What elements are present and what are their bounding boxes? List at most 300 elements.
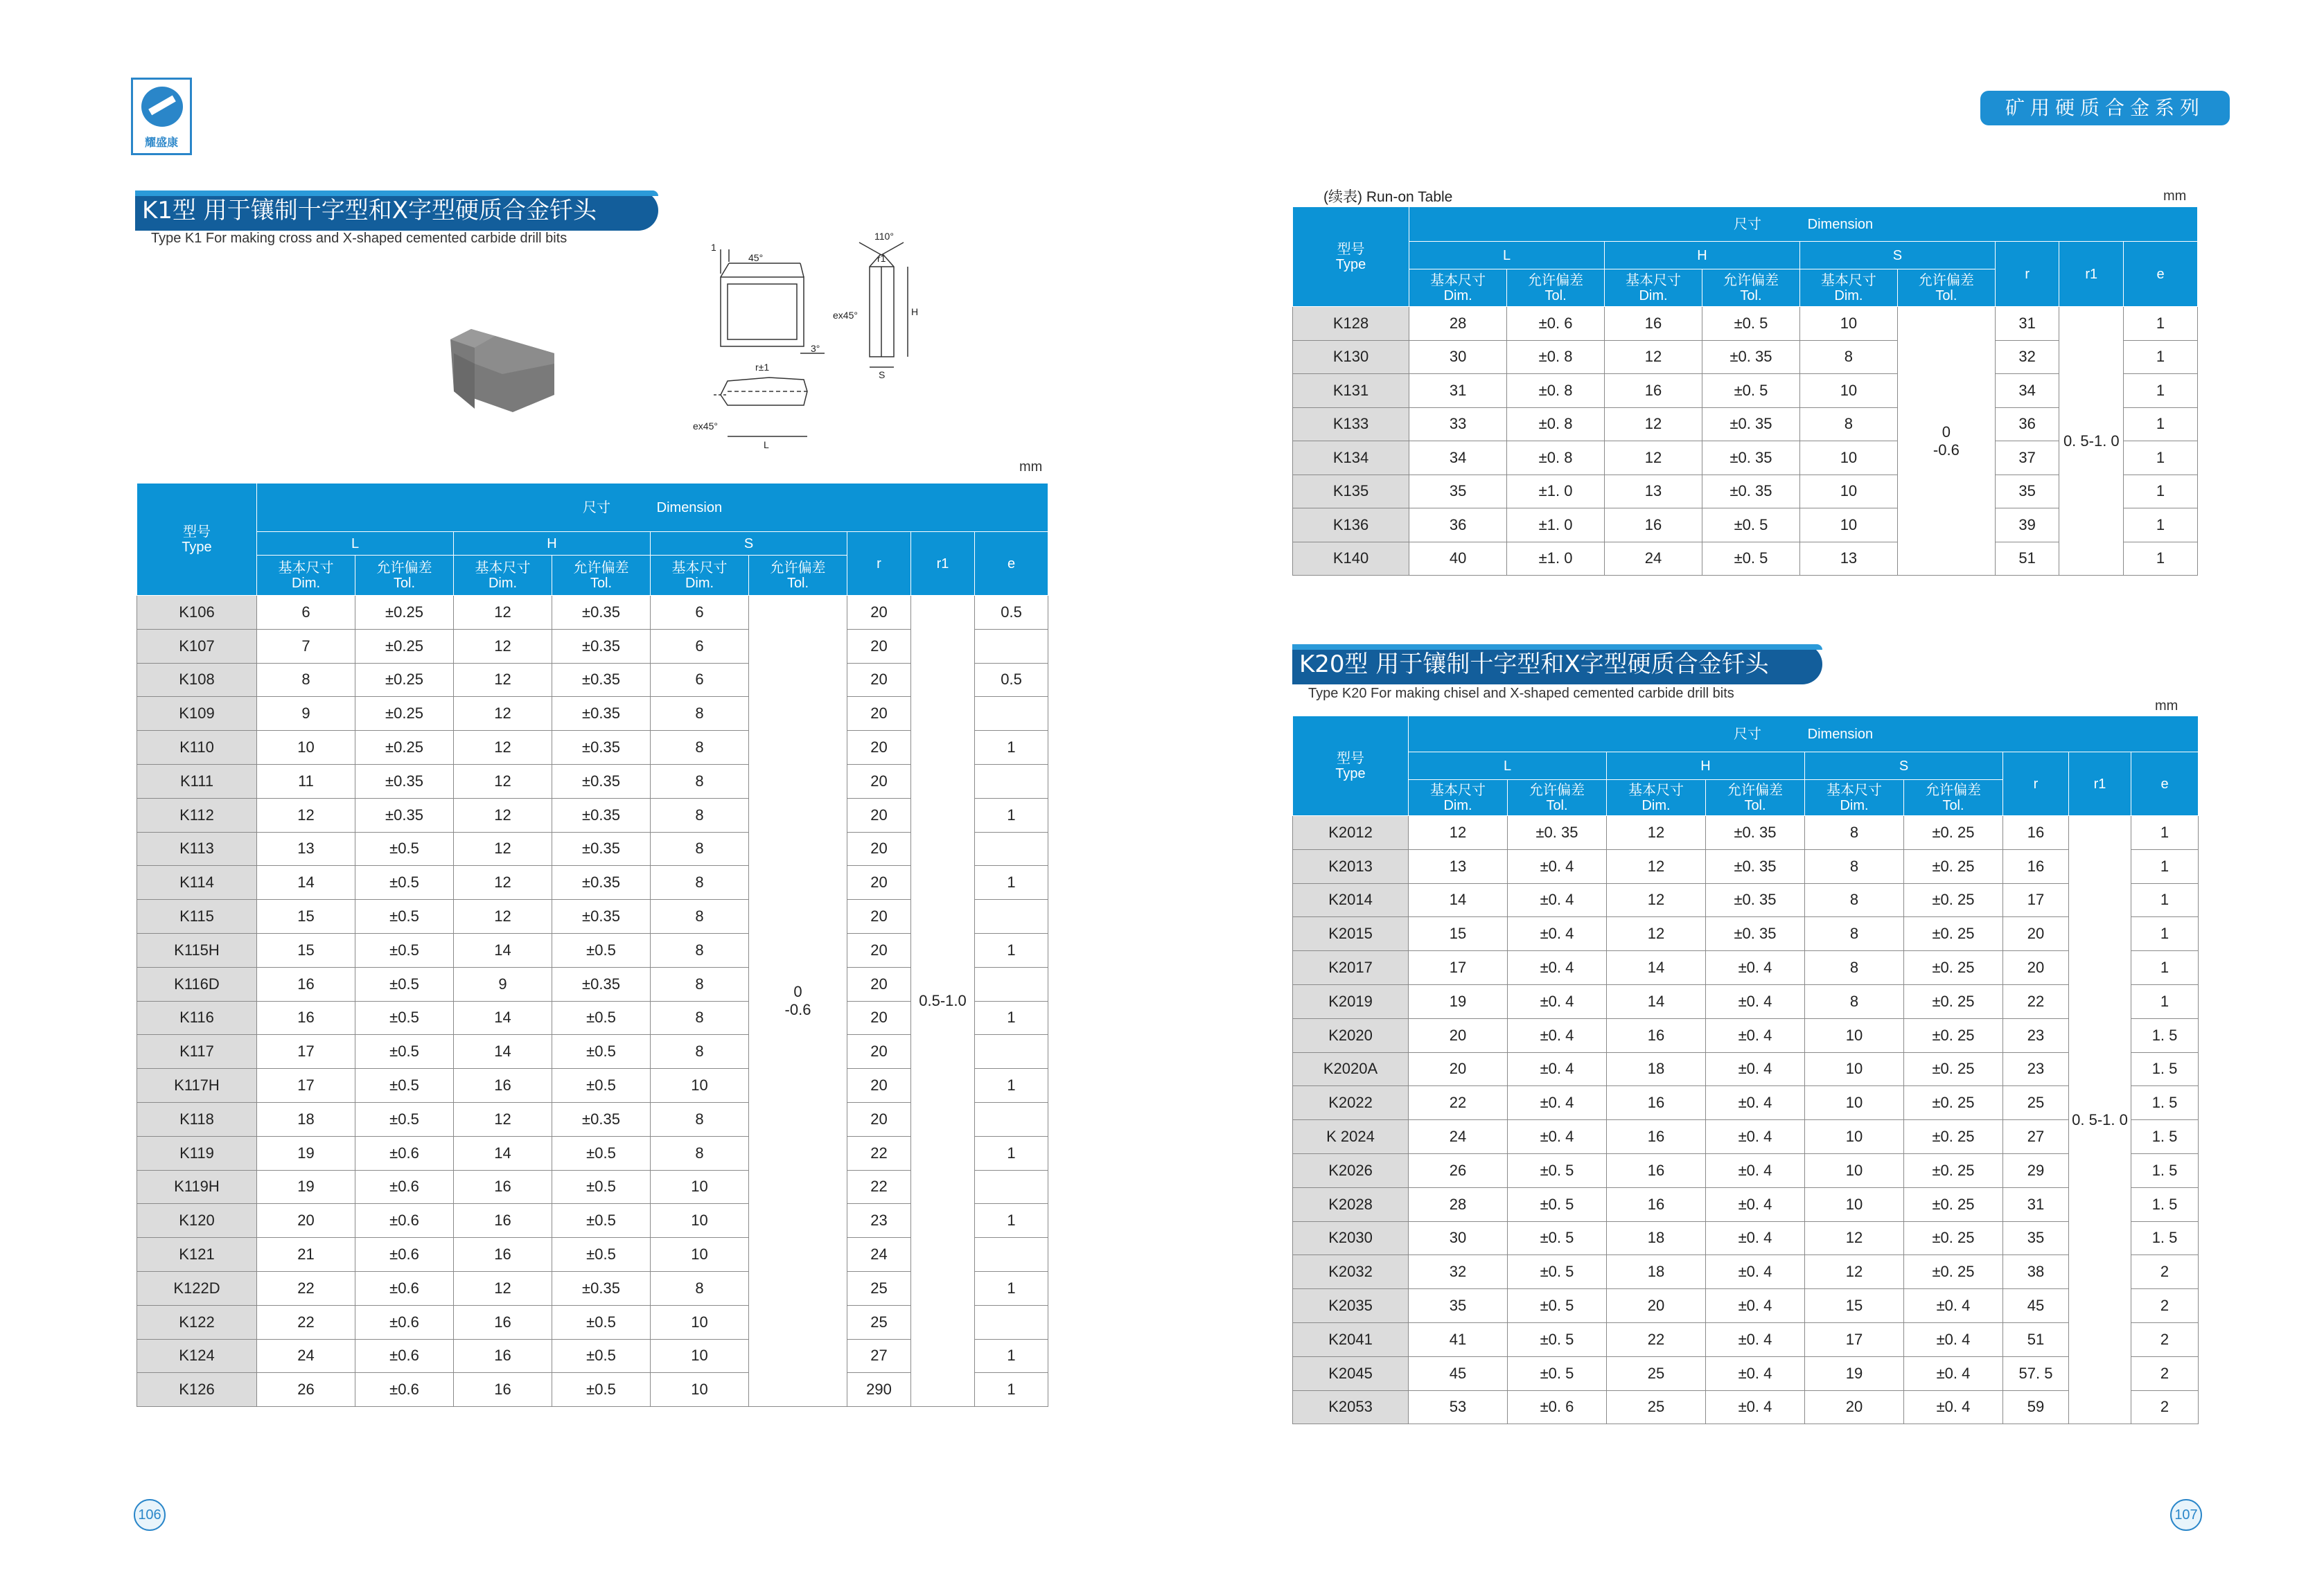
l-tol-cell: ±0.35 <box>355 798 454 832</box>
k1-subtitle: Type K1 For making cross and X-shaped cemented carbide drill bits <box>151 231 567 246</box>
tolerance-header: 允许偏差 Tol. <box>749 556 847 596</box>
l-dim-cell: 19 <box>1409 984 1508 1018</box>
e-cell: 1 <box>2131 951 2199 985</box>
h-dim-cell: 16 <box>454 1238 552 1272</box>
tolerance-header: 允许偏差 Tol. <box>1897 269 1995 307</box>
r-cell: 25 <box>847 1271 911 1305</box>
l-tol-cell: ±0.6 <box>355 1204 454 1238</box>
runon-dimension-header: 尺寸 Dimension <box>1409 207 2198 242</box>
h-tol-cell: ±0.35 <box>552 866 651 900</box>
e-cell: 1. 5 <box>2131 1120 2199 1154</box>
s-dim-cell: 10 <box>651 1339 749 1373</box>
s-dim-cell: 6 <box>651 663 749 697</box>
r-cell: 59 <box>2003 1390 2069 1424</box>
h-dim-cell: 13 <box>1605 475 1702 508</box>
h-tol-cell: ±0. 35 <box>1702 340 1800 374</box>
type-cell: K2013 <box>1293 849 1409 883</box>
h-tol-cell: ±0.5 <box>552 1373 651 1407</box>
l-dim-cell: 19 <box>257 1170 355 1204</box>
tolerance-header: 允许偏差 Tol. <box>355 556 454 596</box>
type-cell: K2019 <box>1293 984 1409 1018</box>
s-tol-cell: ±0. 25 <box>1904 1086 2003 1120</box>
h-tol-cell: ±0.5 <box>552 1305 651 1339</box>
runon-r-header: r <box>1995 242 2059 307</box>
l-dim-cell: 17 <box>1409 951 1508 985</box>
type-cell: K107 <box>137 629 257 663</box>
s-dim-cell: 10 <box>1805 1153 1904 1187</box>
tolerance-header: 允许偏差 Tol. <box>1508 780 1607 816</box>
l-tol-cell: ±0. 8 <box>1507 407 1605 441</box>
r-cell: 31 <box>2003 1187 2069 1221</box>
type-cell: K2045 <box>1293 1356 1409 1390</box>
s-dim-cell: 10 <box>1799 374 1897 408</box>
r-header: r <box>847 532 911 596</box>
s-tol-cell: ±0. 25 <box>1904 1255 2003 1289</box>
l-tol-cell: ±0.25 <box>355 697 454 731</box>
base-dim-header: 基本尺寸 Dim. <box>454 556 552 596</box>
r-cell: 23 <box>847 1204 911 1238</box>
k1-section-title <box>135 190 658 231</box>
h-tol-cell: ±0.35 <box>552 798 651 832</box>
type-cell: K112 <box>137 798 257 832</box>
runon-type-header: 型号 Type <box>1293 207 1409 307</box>
s-dim-cell: 20 <box>1805 1390 1904 1424</box>
l-dim-cell: 7 <box>257 629 355 663</box>
e-cell: 2 <box>2131 1356 2199 1390</box>
table-row <box>1293 1052 2199 1086</box>
s-dim-cell: 8 <box>651 764 749 798</box>
l-label: L <box>764 439 769 450</box>
h-tol-cell: ±0.5 <box>552 1035 651 1069</box>
l-tol-cell: ±0.6 <box>355 1271 454 1305</box>
h-dim-cell: 14 <box>454 933 552 967</box>
h-dim-cell: 12 <box>1607 849 1706 883</box>
h-dim-cell: 16 <box>1607 1086 1706 1120</box>
tolerance-header: 允许偏差 Tol. <box>1702 269 1800 307</box>
k20-unit: mm <box>2155 698 2178 713</box>
type-cell: K128 <box>1293 307 1409 341</box>
l-tol-cell: ±0.25 <box>355 596 454 630</box>
type-cell: K117H <box>137 1069 257 1103</box>
k1-spec-table <box>137 483 1048 1407</box>
l-tol-cell: ±0.6 <box>355 1170 454 1204</box>
l-tol-cell: ±0.6 <box>355 1373 454 1407</box>
l-dim-cell: 19 <box>257 1136 355 1170</box>
r-cell: 20 <box>847 1035 911 1069</box>
s-dim-cell: 10 <box>1805 1086 1904 1120</box>
base-dim-header: 基本尺寸 Dim. <box>1805 780 1904 816</box>
type-cell: K114 <box>137 866 257 900</box>
h-tol-cell: ±0.35 <box>552 900 651 934</box>
r-cell: 22 <box>847 1136 911 1170</box>
r-cell: 25 <box>2003 1086 2069 1120</box>
s-tol-cell: ±0. 25 <box>1904 1052 2003 1086</box>
l-tol-cell: ±0. 5 <box>1508 1356 1607 1390</box>
h-tol-cell: ±0.35 <box>552 832 651 866</box>
e-cell: 1 <box>2131 849 2199 883</box>
k20-title-text: K20型 用于镶制十字型和X字型硬质合金钎头 <box>1299 650 1769 678</box>
k20-r-header: r <box>2003 752 2069 816</box>
table-row <box>1293 984 2199 1018</box>
e-cell: 1 <box>2124 374 2198 408</box>
s-tol-cell: ±0. 25 <box>1904 883 2003 917</box>
e-cell: 1 <box>2124 542 2198 576</box>
r-cell: 35 <box>2003 1221 2069 1255</box>
type-cell: K2041 <box>1293 1322 1409 1356</box>
s-dim-cell: 6 <box>651 629 749 663</box>
l-dim-cell: 11 <box>257 764 355 798</box>
l-tol-cell: ±0. 6 <box>1508 1390 1607 1424</box>
r1-merged-cell: 0.5-1.0 <box>911 596 975 1407</box>
table-row <box>1293 1322 2199 1356</box>
e-cell: 1. 5 <box>2131 1187 2199 1221</box>
r-cell: 20 <box>847 596 911 630</box>
s-dim-cell: 19 <box>1805 1356 1904 1390</box>
l-tol-cell: ±0.5 <box>355 933 454 967</box>
e-cell: 1 <box>975 933 1048 967</box>
l-dim-cell: 8 <box>257 663 355 697</box>
h-dim-cell: 16 <box>454 1373 552 1407</box>
type-cell: K135 <box>1293 475 1409 508</box>
h-dim-cell: 9 <box>454 967 552 1001</box>
e-cell: 2 <box>2131 1322 2199 1356</box>
company-logo <box>131 78 192 155</box>
l-tol-cell: ±0. 5 <box>1508 1255 1607 1289</box>
table-row <box>1293 1153 2199 1187</box>
h-tol-cell: ±0. 4 <box>1706 1289 1805 1323</box>
type-cell: K133 <box>1293 407 1409 441</box>
s-tol-cell: ±0. 25 <box>1904 1120 2003 1154</box>
h-tol-cell: ±0. 5 <box>1702 508 1800 542</box>
type-cell: K121 <box>137 1238 257 1272</box>
e-cell: 2 <box>2131 1289 2199 1323</box>
s-dim-cell: 10 <box>651 1170 749 1204</box>
type-cell: K116 <box>137 1001 257 1035</box>
table-row <box>1293 883 2199 917</box>
k1-technical-drawing <box>686 229 949 457</box>
s-dim-cell: 10 <box>651 1373 749 1407</box>
r-cell: 290 <box>847 1373 911 1407</box>
r-cell: 20 <box>847 731 911 765</box>
r-cell: 20 <box>847 1069 911 1103</box>
l-tol-cell: ±1. 0 <box>1507 475 1605 508</box>
e-cell: 1. 5 <box>2131 1221 2199 1255</box>
e-cell: 1 <box>975 1136 1048 1170</box>
l-tol-cell: ±0. 4 <box>1508 849 1607 883</box>
e-cell: 1 <box>975 1204 1048 1238</box>
l-tol-cell: ±0. 5 <box>1508 1289 1607 1323</box>
s-dim-cell: 10 <box>1805 1052 1904 1086</box>
h-dim-cell: 16 <box>454 1069 552 1103</box>
e-header: e <box>975 532 1048 596</box>
s-dim-cell: 10 <box>1805 1187 1904 1221</box>
k20-subtitle: Type K20 For making chisel and X-shaped cemented carbide drill bits <box>1308 686 1734 701</box>
l-tol-cell: ±0. 4 <box>1508 917 1607 951</box>
ex45-label-b: ex45° <box>693 420 718 432</box>
runon-h-header: H <box>1605 242 1800 269</box>
dimension-header: 尺寸 Dimension <box>257 484 1048 532</box>
h-dim-cell: 16 <box>1607 1187 1706 1221</box>
r-cell: 16 <box>2003 816 2069 850</box>
l-tol-cell: ±0. 4 <box>1508 1052 1607 1086</box>
type-cell: K2026 <box>1293 1153 1409 1187</box>
h-header: H <box>454 532 651 556</box>
s-dim-cell: 10 <box>1805 1120 1904 1154</box>
h-dim-cell: 16 <box>1607 1153 1706 1187</box>
l-dim-cell: 36 <box>1409 508 1507 542</box>
l-dim-cell: 12 <box>1409 816 1508 850</box>
type-header: 型号 Type <box>137 484 257 596</box>
l-dim-cell: 32 <box>1409 1255 1508 1289</box>
runon-s-header: S <box>1799 242 1995 269</box>
h-tol-cell: ±0. 35 <box>1702 407 1800 441</box>
r-cell: 45 <box>2003 1289 2069 1323</box>
tolerance-header: 允许偏差 Tol. <box>1507 269 1605 307</box>
s-dim-cell: 10 <box>1805 1018 1904 1052</box>
l-tol-cell: ±0. 4 <box>1508 1018 1607 1052</box>
h-dim-cell: 16 <box>1607 1120 1706 1154</box>
h-tol-cell: ±0. 4 <box>1706 1255 1805 1289</box>
e-cell <box>975 697 1048 731</box>
type-cell: K122D <box>137 1271 257 1305</box>
h-dim-cell: 12 <box>454 1102 552 1136</box>
type-cell: K115H <box>137 933 257 967</box>
s-tol-cell: ±0. 25 <box>1904 917 2003 951</box>
s-tol-cell: ±0. 25 <box>1904 984 2003 1018</box>
table-row <box>1293 1390 2199 1424</box>
h-tol-cell: ±0. 4 <box>1706 1052 1805 1086</box>
h-dim-cell: 12 <box>1605 340 1702 374</box>
l-dim-cell: 53 <box>1409 1390 1508 1424</box>
table-row <box>1293 917 2199 951</box>
e-cell: 1 <box>2124 508 2198 542</box>
h-tol-cell: ±0.35 <box>552 731 651 765</box>
s-dim-cell: 8 <box>651 1001 749 1035</box>
table-row <box>1293 816 2199 850</box>
base-dim-header: 基本尺寸 Dim. <box>1799 269 1897 307</box>
e-cell <box>975 1305 1048 1339</box>
h-tol-cell: ±0. 4 <box>1706 1390 1805 1424</box>
e-cell <box>975 1170 1048 1204</box>
h-tol-cell: ±0. 5 <box>1702 542 1800 576</box>
angle-110-label: 110° <box>874 231 894 242</box>
e-cell: 1 <box>975 1001 1048 1035</box>
e-cell <box>975 1238 1048 1272</box>
base-dim-header: 基本尺寸 Dim. <box>1605 269 1702 307</box>
e-cell: 1 <box>975 731 1048 765</box>
h-tol-cell: ±0. 35 <box>1706 883 1805 917</box>
h-tol-cell: ±0. 4 <box>1706 951 1805 985</box>
r-cell: 20 <box>847 798 911 832</box>
h-tol-cell: ±0. 35 <box>1706 917 1805 951</box>
h-tol-cell: ±0. 35 <box>1706 849 1805 883</box>
table-row <box>1293 1018 2199 1052</box>
l-tol-cell: ±0.6 <box>355 1305 454 1339</box>
l-tol-cell: ±0.5 <box>355 1001 454 1035</box>
h-dim-cell: 12 <box>454 731 552 765</box>
s-tol-cell: ±0. 25 <box>1904 1153 2003 1187</box>
r-cell: 23 <box>2003 1018 2069 1052</box>
h-dim-cell: 12 <box>454 1271 552 1305</box>
s-dim-cell: 8 <box>651 1271 749 1305</box>
r-cell: 24 <box>847 1238 911 1272</box>
s-tol-cell: ±0. 25 <box>1904 816 2003 850</box>
e-cell: 1 <box>2131 816 2199 850</box>
h-dim-cell: 12 <box>454 866 552 900</box>
l-tol-cell: ±0.25 <box>355 731 454 765</box>
s-header: S <box>651 532 847 556</box>
r-cell: 20 <box>847 832 911 866</box>
s-dim-cell: 8 <box>1805 951 1904 985</box>
e-cell: 1 <box>2131 883 2199 917</box>
e-cell: 1 <box>975 1069 1048 1103</box>
l-dim-cell: 45 <box>1409 1356 1508 1390</box>
l-tol-cell: ±0. 4 <box>1508 1120 1607 1154</box>
r-cell: 20 <box>847 967 911 1001</box>
type-cell: K2053 <box>1293 1390 1409 1424</box>
s-tol-cell: ±0. 25 <box>1904 1221 2003 1255</box>
s-tol-cell: ±0. 4 <box>1904 1322 2003 1356</box>
r-cell: 25 <box>847 1305 911 1339</box>
base-dim-header: 基本尺寸 Dim. <box>651 556 749 596</box>
r-cell: 16 <box>2003 849 2069 883</box>
tolerance-header: 允许偏差 Tol. <box>1706 780 1805 816</box>
l-tol-cell: ±1. 0 <box>1507 542 1605 576</box>
s-dim-cell: 8 <box>651 798 749 832</box>
l-tol-cell: ±0. 8 <box>1507 340 1605 374</box>
e-cell <box>975 764 1048 798</box>
type-cell: K106 <box>137 596 257 630</box>
type-cell: K2028 <box>1293 1187 1409 1221</box>
l-dim-cell: 30 <box>1409 340 1507 374</box>
l-dim-cell: 24 <box>257 1339 355 1373</box>
l-dim-cell: 16 <box>257 967 355 1001</box>
type-cell: K134 <box>1293 441 1409 475</box>
angle-45-label: 45° <box>748 252 764 263</box>
l-header: L <box>257 532 454 556</box>
k20-l-header: L <box>1409 752 1607 780</box>
k20-r1-header: r1 <box>2069 752 2131 816</box>
table-row <box>1293 1187 2199 1221</box>
l-dim-cell: 28 <box>1409 307 1507 341</box>
h-dim-cell: 18 <box>1607 1221 1706 1255</box>
h-tol-cell: ±0. 4 <box>1706 1086 1805 1120</box>
h-dim-cell: 12 <box>454 596 552 630</box>
r-cell: 20 <box>847 1001 911 1035</box>
h-dim-cell: 16 <box>1605 508 1702 542</box>
e-cell: 1. 5 <box>2131 1153 2199 1187</box>
type-cell: K2022 <box>1293 1086 1409 1120</box>
e-cell: 1. 5 <box>2131 1052 2199 1086</box>
l-tol-cell: ±0. 5 <box>1508 1221 1607 1255</box>
l-tol-cell: ±0.5 <box>355 1102 454 1136</box>
r-cell: 36 <box>1995 407 2059 441</box>
s-label: S <box>879 369 886 380</box>
s-dim-cell: 8 <box>651 1136 749 1170</box>
l-dim-cell: 22 <box>1409 1086 1508 1120</box>
dim-1-label: 1 <box>711 242 716 253</box>
l-tol-cell: ±0. 4 <box>1508 951 1607 985</box>
table-row <box>1293 849 2199 883</box>
l-dim-cell: 21 <box>257 1238 355 1272</box>
page-number-left: 106 <box>134 1499 166 1531</box>
type-cell: K136 <box>1293 508 1409 542</box>
s-dim-cell: 10 <box>651 1204 749 1238</box>
h-dim-cell: 16 <box>454 1204 552 1238</box>
e-cell: 1 <box>975 1271 1048 1305</box>
type-cell: K2014 <box>1293 883 1409 917</box>
k20-h-header: H <box>1607 752 1805 780</box>
r-cell: 32 <box>1995 340 2059 374</box>
l-dim-cell: 14 <box>1409 883 1508 917</box>
tolerance-header: 允许偏差 Tol. <box>552 556 651 596</box>
type-cell: K113 <box>137 832 257 866</box>
l-dim-cell: 17 <box>257 1035 355 1069</box>
s-tol-cell: ±0. 25 <box>1904 849 2003 883</box>
table-row <box>1293 1289 2199 1323</box>
l-tol-cell: ±0. 5 <box>1508 1153 1607 1187</box>
h-dim-cell: 12 <box>1607 917 1706 951</box>
h-tol-cell: ±0.5 <box>552 1001 651 1035</box>
type-cell: K120 <box>137 1204 257 1238</box>
runon-label: (续表) Run-on Table <box>1323 189 1453 205</box>
r-cell: 22 <box>847 1170 911 1204</box>
h-tol-cell: ±0.35 <box>552 1271 651 1305</box>
r-cell: 20 <box>847 866 911 900</box>
h-tol-cell: ±0.5 <box>552 1136 651 1170</box>
e-cell <box>975 900 1048 934</box>
e-cell <box>975 1102 1048 1136</box>
l-dim-cell: 35 <box>1409 1289 1508 1323</box>
r-cell: 51 <box>1995 542 2059 576</box>
h-tol-cell: ±0.5 <box>552 1339 651 1373</box>
table-row <box>1293 1221 2199 1255</box>
h-tol-cell: ±0.5 <box>552 1170 651 1204</box>
s-tol-cell: ±0. 4 <box>1904 1356 2003 1390</box>
e-cell: 1. 5 <box>2131 1018 2199 1052</box>
table-row <box>1293 951 2199 985</box>
r-cell: 22 <box>2003 984 2069 1018</box>
l-tol-cell: ±0.25 <box>355 663 454 697</box>
h-tol-cell: ±0. 4 <box>1706 1221 1805 1255</box>
h-dim-cell: 12 <box>454 798 552 832</box>
r-cell: 27 <box>2003 1120 2069 1154</box>
s-dim-cell: 8 <box>651 697 749 731</box>
s-dim-cell: 10 <box>1799 441 1897 475</box>
s-tol-cell: ±0. 4 <box>1904 1289 2003 1323</box>
runon-r1-header: r1 <box>2059 242 2124 307</box>
h-dim-cell: 12 <box>1605 441 1702 475</box>
l-dim-cell: 14 <box>257 866 355 900</box>
l-tol-cell: ±0. 4 <box>1508 883 1607 917</box>
l-tol-cell: ±0. 35 <box>1508 816 1607 850</box>
type-cell: K2020 <box>1293 1018 1409 1052</box>
series-label: 矿用硬质合金系列 <box>1980 91 2230 125</box>
l-dim-cell: 15 <box>257 900 355 934</box>
r-cell: 20 <box>847 629 911 663</box>
l-dim-cell: 12 <box>257 798 355 832</box>
e-cell: 2 <box>2131 1255 2199 1289</box>
l-tol-cell: ±0.6 <box>355 1339 454 1373</box>
e-cell <box>975 629 1048 663</box>
r-cell: 57. 5 <box>2003 1356 2069 1390</box>
l-dim-cell: 26 <box>257 1373 355 1407</box>
r-cell: 51 <box>2003 1322 2069 1356</box>
k20-e-header: e <box>2131 752 2199 816</box>
l-dim-cell: 40 <box>1409 542 1507 576</box>
h-dim-cell: 16 <box>454 1170 552 1204</box>
l-dim-cell: 22 <box>257 1271 355 1305</box>
